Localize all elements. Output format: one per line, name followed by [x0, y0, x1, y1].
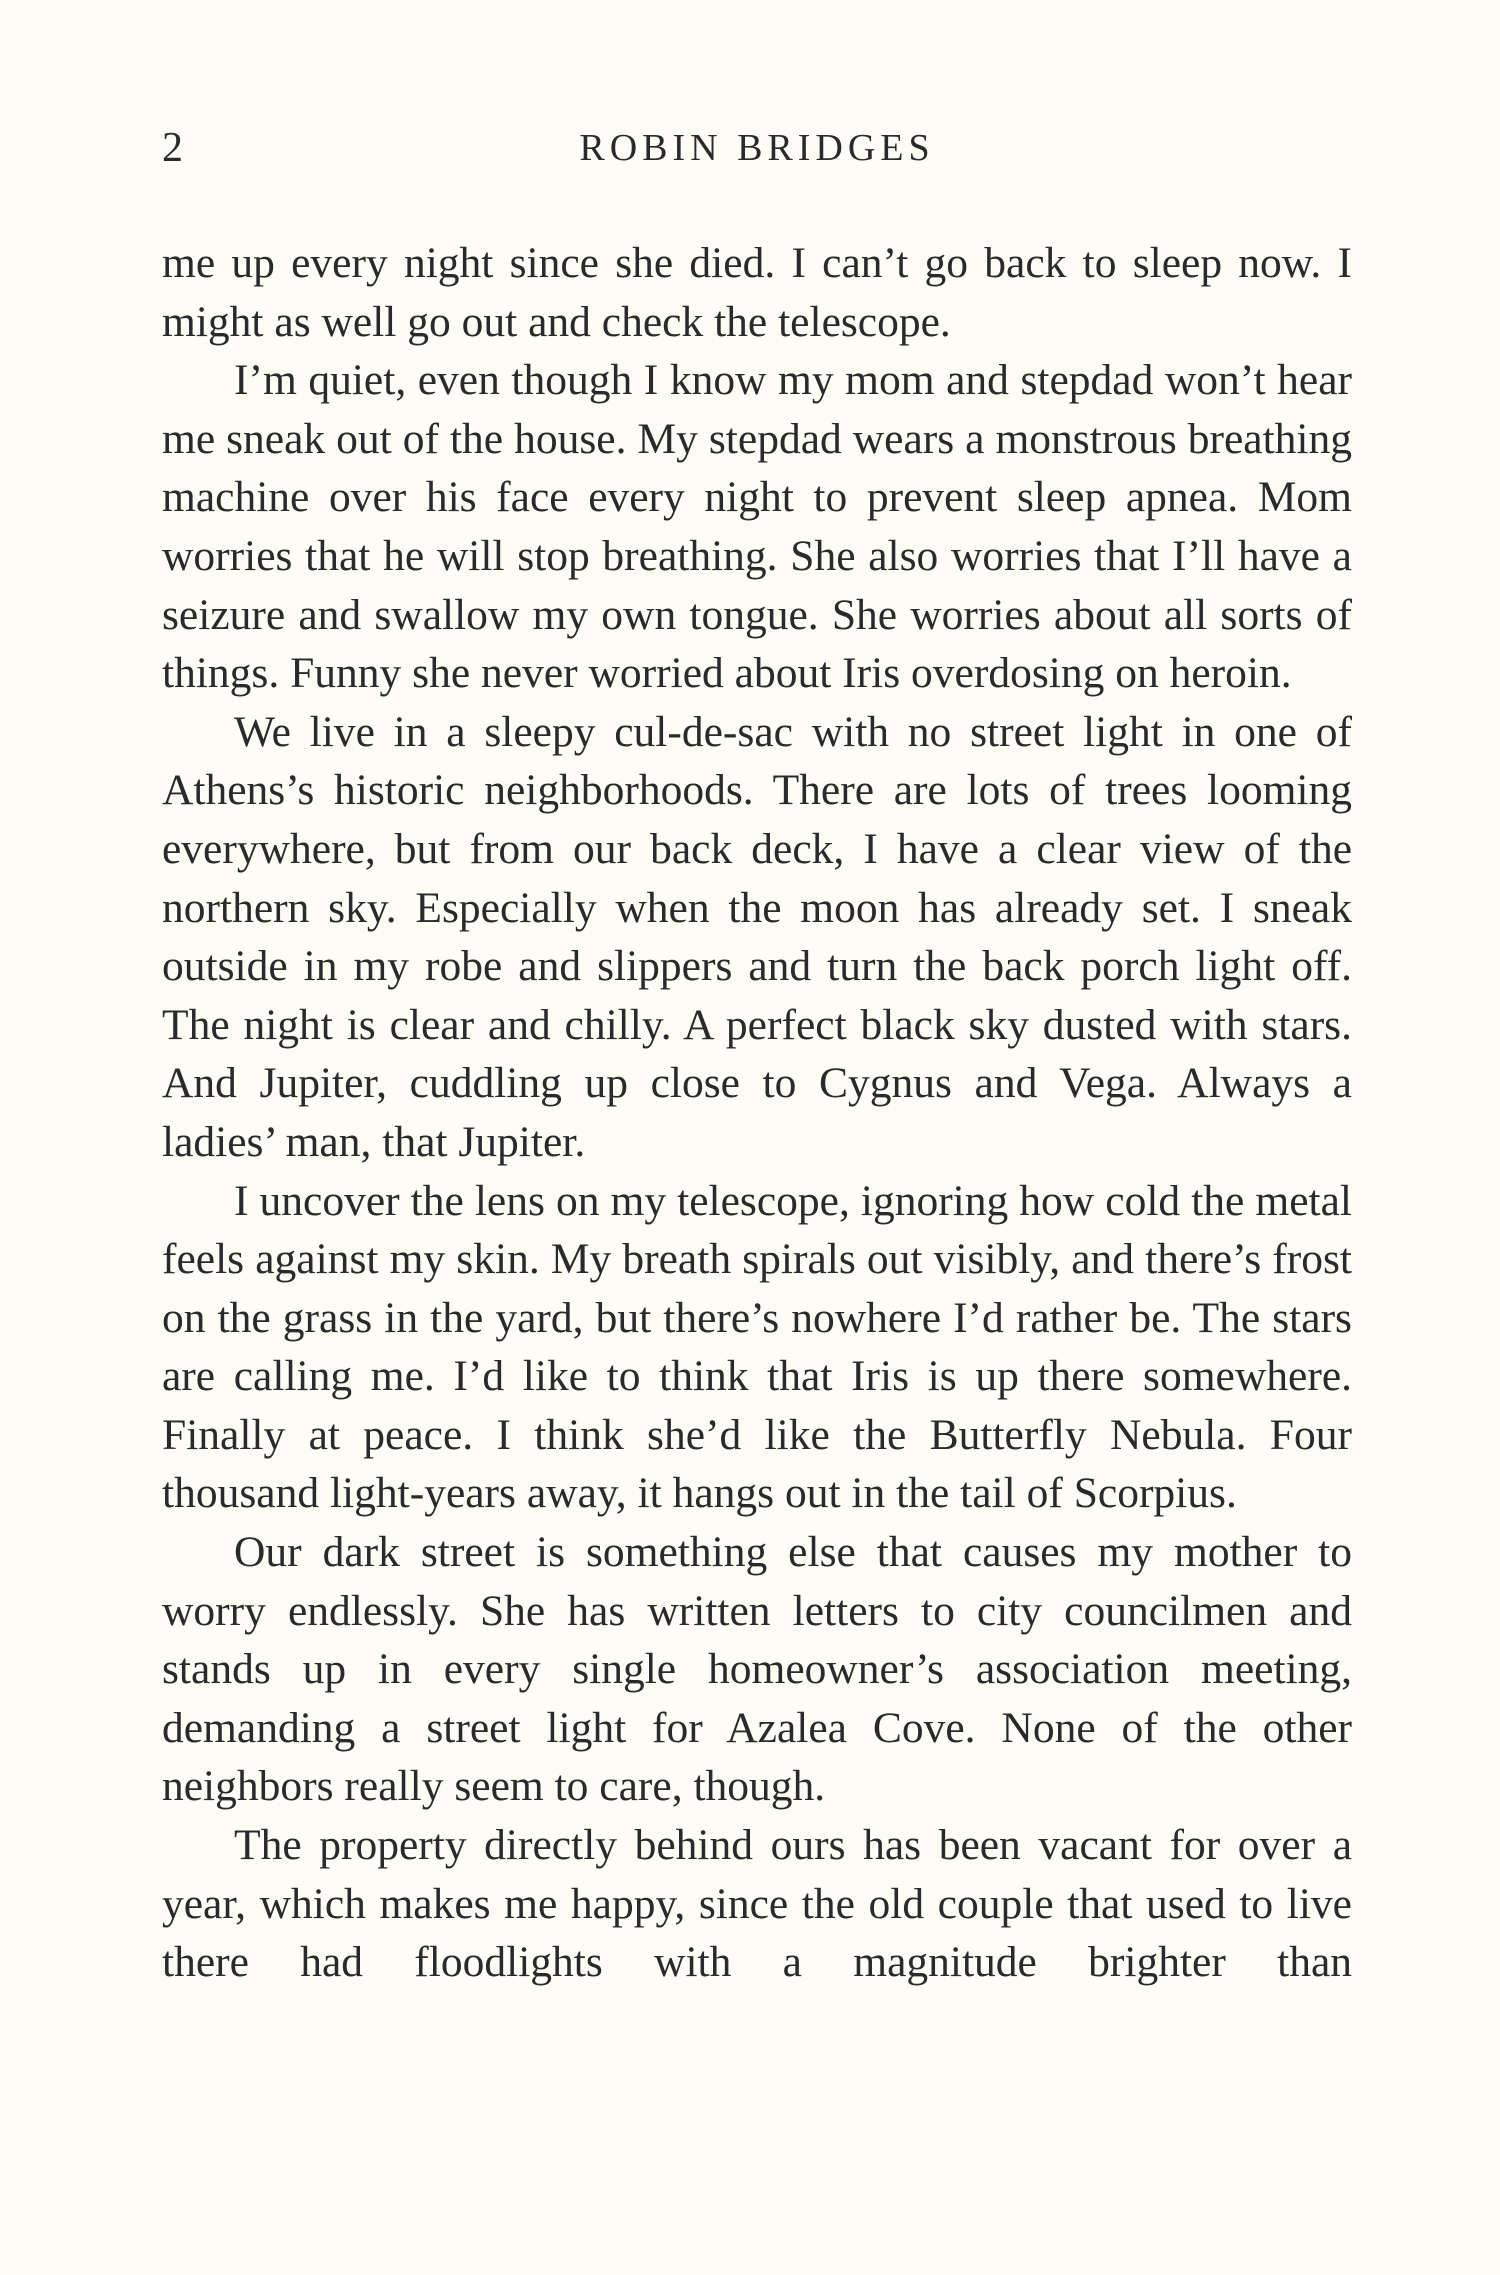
paragraph: Our dark street is something else that causes my mother to worry endlessly. She has written letters to city councilmen and stands up in every single homeowner’s association meeting, demanding a street light for Azalea Cove. None of the other neighbors really seem to care, though. [162, 1528, 1352, 1811]
running-head-author: ROBIN BRIDGES [579, 127, 935, 169]
paragraph: We live in a sleepy cul-de-sac with no street light in one of Athens’s historic neighborhoods. There are lots of trees looming everywhere, but from our back deck, I have a clear view of the northern sky. Especially when the moon has already set. I sneak outside in my robe and slippers and turn the back porch light off. The night is clear and chilly. A perfect black sky dusted with stars. And Jupiter, cuddling up close to Cygnus and Vega. Always a ladies’ man, that Jupiter. [162, 707, 1352, 1166]
paragraph: The property directly behind ours has been vacant for over a year, which makes me happy, since the old couple that used to live there had floodlights with a magnitude brighter than [162, 1821, 1352, 1987]
body-text [162, 234, 1352, 1992]
paragraph: I uncover the lens on my telescope, ignoring how cold the metal feels against my skin. My breath spirals out visibly, and there’s frost on the grass in the yard, but there’s nowhere I’d rather be. The stars are calling me. I’d like to think that Iris is up there somewhere. Finally at peace. I think she’d like the Butterfly Nebula. Four thousand light-years away, it hangs out in the tail of Scorpius. [162, 1176, 1352, 1518]
running-head [162, 118, 1352, 178]
page-number: 2 [162, 125, 184, 171]
paragraph: me up every night since she died. I can’t go back to sleep now. I might as well go out and check the telescope. [162, 239, 1352, 346]
paragraph: I’m quiet, even though I know my mom and stepdad won’t hear me sneak out of the house. My stepdad wears a monstrous breathing machine over his face every night to prevent sleep apnea. Mom worries that he will stop breathing. She also worries that I’ll have a seizure and swallow my own tongue. She worries about all sorts of things. Funny she never worried about Iris overdosing on heroin. [162, 356, 1352, 698]
